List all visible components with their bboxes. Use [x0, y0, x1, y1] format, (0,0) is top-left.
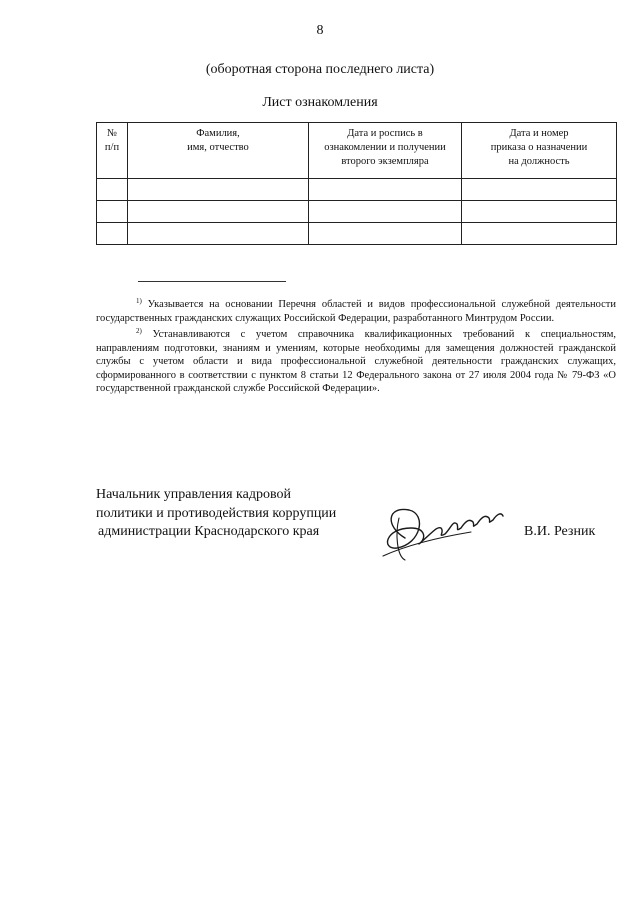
footnote-1 — [96, 295, 616, 325]
position-line-1: Начальник управления кадровой — [96, 487, 291, 502]
table-cell — [309, 201, 462, 223]
header-ack-line-2: ознакомлении и получении — [324, 142, 446, 154]
header-order-line-3: на должность — [508, 156, 570, 168]
table-cell — [462, 201, 617, 223]
footnote-2-text: Устанавливаются с учетом справочника квалификационных требований к специальностям, направлениям подготовки, знаниям и умениям, которые необходимы для замещения должностей гражданской службы с учетом области и вида профессиональной служебной деятельности гражданских служащих, сформированного в соответствии с пунктом 8 статьи 12 Федерального закона от 27 июля 2004 года № 79-ФЗ «О государственной гражданской службе Российской Федерации». — [96, 329, 616, 394]
footnotes — [96, 295, 616, 396]
header-full-name — [128, 123, 309, 179]
table-row — [97, 223, 617, 245]
header-ack-line-3: второго экземпляра — [341, 156, 429, 168]
table-cell — [309, 179, 462, 201]
signer-name: В.И. Резник — [524, 524, 596, 539]
footnote-separator — [138, 281, 286, 282]
footnote-2 — [96, 325, 616, 396]
table-cell — [97, 201, 128, 223]
page-number: 8 — [316, 23, 324, 38]
signatory-position — [96, 486, 336, 542]
table-cell — [97, 223, 128, 245]
document-title: Лист ознакомления — [262, 95, 378, 110]
header-number — [97, 123, 128, 179]
table-row — [97, 201, 617, 223]
table-cell — [128, 223, 309, 245]
header-full-name-line-2: имя, отчество — [187, 142, 249, 154]
header-ack-line-1: Дата и роспись в — [347, 128, 423, 139]
table-cell — [309, 223, 462, 245]
header-order-line-1: Дата и номер — [509, 128, 569, 139]
table-header-row — [97, 123, 617, 179]
acknowledgement-table — [96, 122, 617, 245]
page-subtitle: (оборотная сторона последнего листа) — [205, 62, 435, 77]
table-cell — [462, 223, 617, 245]
footnote-1-text: Указывается на основании Перечня областей и видов профессиональной служебной деятельности государственных гражданских служащих Российской Федерации, разработанного Минтрудом России. — [96, 299, 616, 324]
table-cell — [462, 179, 617, 201]
table-cell — [97, 179, 128, 201]
table-row — [97, 179, 617, 201]
header-order-details — [462, 123, 617, 179]
header-acknowledgement-date — [309, 123, 462, 179]
header-full-name-line-1: Фамилия, — [196, 128, 240, 139]
handwritten-signature — [375, 498, 505, 568]
footnote-1-mark: 1) — [136, 297, 142, 305]
header-order-line-2: приказа о назначении — [490, 142, 588, 154]
position-line-2: политики и противодействия коррупции — [96, 505, 337, 521]
table-cell — [128, 179, 309, 201]
position-line-3: администрации Краснодарского края — [98, 524, 320, 539]
table-cell — [128, 201, 309, 223]
footnote-2-mark: 2) — [136, 327, 142, 335]
header-number-line-1: № — [106, 128, 118, 139]
header-number-line-2: п/п — [104, 142, 120, 154]
